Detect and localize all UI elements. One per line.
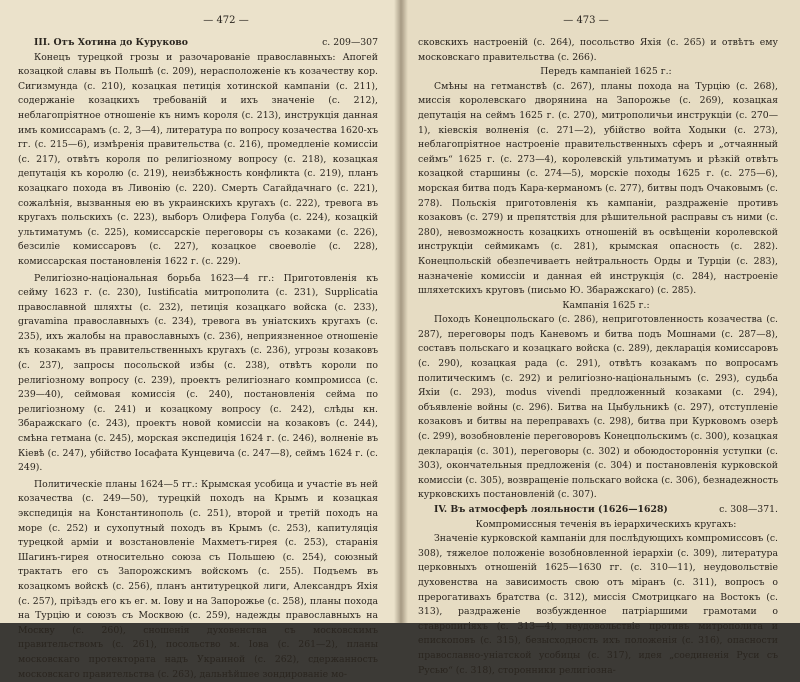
section-title: IV. Въ атмосферѣ лояльности (1626—1628)	[434, 504, 668, 515]
text-column	[18, 36, 378, 682]
paragraph: Конецъ турецкой грозы и разочарованіе православныхъ: Апогей козацкой славы въ Польшѣ (с. 209), нерасположеніе къ козачеству кор. Сигизмунда (с. 210), козацкая петиція хотинской кампаніи (с. 211), содержаніе козацкихъ требованій и ихъ значеніе (с. 212), неблагопріятное отношеніе къ нимъ короля (с. 213), инструкція данная имъ комиссарамъ (с. 2, 3—4), литература по вопросу козачества 1620-хъ гг. (с. 215—6), измѣренія правительства (с. 216), промедленіе комиссіи (с. 217), отвѣтъ короля по религіозному вопросу (с. 218), козацкая депутація къ королю (с. 219), неизбѣжность конфликта (с. 219), планъ козацкаго похода въ Ливонію (с. 220). Смерть Сагайдачнаго (с. 221), сожалѣнія, вызванныя ею въ украинскихъ кругахъ (с. 222), тревога въ кругахъ польскихъ (с. 223), выборъ Олифера Голуба (с. 224), козацкій ультиматумъ (с. 225), комиссарскіе переговоры съ козаками (с. 226), безсиліе комиссаровъ (с. 227), козацкое своеволіе (с. 228), комиссарская постановленія 1622 г. (с. 229).	[18, 51, 378, 267]
left-page	[0, 0, 400, 680]
paragraph: Смѣны на гетманствѣ (с. 267), планы похода на Турцію (с. 268), миссія королевскаго дворянина на Запорожье (с. 269), козацкая депутація на сеймъ 1625 г. (с. 270), митрополичьи инструкціи (с. 270—1), кіевскія волненія (с. 271—2), убійство войта Ходыки (с. 273), неблагопріятное настроеніе правительственныхъ сферъ и „отчаянный сеймъ“ 1625 г. (с. 273—4), королевскій ультиматумъ и рѣзкій отвѣтъ козацкой старшины (с. 274—5), морскіе походы 1625 г. (с. 275—6), морская битва подъ Кара-керманомъ (с. 277), битвы подъ Очаковымъ (с. 278). Польскія приготовленія къ кампаніи, раздраженіе противъ козаковъ (с. 279) и препятствія для рѣшительной расправы съ ними (с. 280), невозможность козацкихъ отношеній въ освѣщеніи королевской инструкціи сеймикамъ (с. 281), крымская опасность (с. 282). Конецпольскій обезпечиваетъ нейтральность Орды и Турціи (с. 283), назначеніе комиссіи и данная ей инструкція (с. 284), настроеніе шляхетскихъ круговъ (письмо Ю. Збаражскаго) (с. 285).	[418, 80, 778, 297]
paragraph: сковскихъ настроеній (с. 264), посольство Яхія (с. 265) и отвѣтъ ему московскаго правительства (с. 266).	[418, 37, 778, 63]
right-page	[400, 0, 800, 676]
section-title: III. Отъ Хотина до Куруково	[34, 37, 188, 48]
paragraph: Религіозно-національная борьба 1623—4 гг.: Приготовленія къ сейму 1623 г. (с. 230), Iustificatia митрополита (с. 231), Supplicatia православной шляхты (с. 232), петиція козацкаго войска (с. 233), gravamina православныхъ (с. 234), тревога въ уніатскихъ кругахъ (с. 235), ихъ жалобы на православныхъ (с. 236), неприязненное отношеніе къ козакамъ въ правительственныхъ кругахъ (с. 236), угрозы козаковъ (с. 237), запросы посольской избы (с. 238), отвѣтъ короли по религіозному вопросу (с. 239), проектъ религіознаго компромисса (с. 239—40), сеймовая комиссія (с. 240), постановленія сейма по религіозному (с. 241) и козацкому вопросу (с. 242), слѣды кн. Збаражскаго (с. 243), проектъ новой комиссіи на козаковъ (с. 244), смѣна гетмана (с. 245), морская экспедиція 1624 г. (с. 246), волненіе въ Кіевѣ (с. 247), убійство Іосафата Кунцевича (с. 247—8), сеймъ 1624 г. (с. 249).	[18, 272, 378, 474]
paragraph: Походъ Конецпольскаго (с. 286), неприготовленность козачества (с. 287), переговоры подъ Каневомъ и битва подъ Мошнами (с. 287—8), составъ польскаго и козацкаго войска (с. 289), декларація комиссаровъ (с. 290), козацкая рада (с. 291), отвѣтъ козакамъ по вопросамъ политическимъ (с. 292) и религіозно-національнымъ (с. 293), судьба Яхіи (с. 293), modus vivendi предложенный козаками (с. 294), объявленіе войны (с. 296). Битва на Цыбульникѣ (с. 297), отступленіе козаковъ и битвы на переправахъ (с. 298), битва при Курковомъ озерѣ (с. 299), возобновленіе переговоровъ Конецпольскимъ (с. 300), козацкая декларація (с. 301), переговоры (с. 302) и обоюдостороннія уступки (с. 303), окончательныя предложенія (с. 304) и постановленія курковской комиссіи (с. 305), возвращеніе польскаго войска (с. 306), безнадежность курковскихъ постановленій (с. 307).	[418, 314, 779, 501]
book-gutter	[394, 0, 408, 623]
subheading: Компромиссныя теченія въ іерархическихъ кругахъ:	[475, 518, 737, 530]
section-heading	[418, 503, 778, 518]
section-heading	[18, 36, 378, 51]
section-page-range: с. 308—371.	[719, 504, 778, 515]
subheading: Передъ кампаніей 1625 г.:	[540, 66, 672, 78]
page-number: — 473 —	[563, 15, 609, 26]
paragraph: Значеніе курковской кампаніи для послѣдующихъ компромиссовъ (с. 308), тяжелое положеніе возобновленной іерархіи (с. 309), литература церковныхъ отношеній 1625—1630 гг. (с. 310—11), неудовольствіе духовенства на зависимость свою отъ міранъ (с. 311), вопросъ о прерогативахъ братства (с. 312), миссія Смотрицкаго на Востокъ (с. 313), раздраженіе возбужденное патріаршими грамотами о ставропигіяхъ (с. 313—4), неудовольствіе противъ митрополита и епископовъ (с. 315), безысходность ихъ положенія (с. 316), опасности православно-уніатской усобицы (с. 317), идея „соединенія Руси съ Русью“ (с. 318), сторонники религіозна-	[418, 533, 779, 676]
subheading: Кампанія 1625 г.:	[562, 299, 650, 311]
text-column	[418, 36, 778, 678]
paragraph: Политическіе планы 1624—5 гг.: Крымская усобица и участіе въ ней козачества (с. 249—50), турецкій походъ на Крымъ и козацкая экспедиція на Константинополь (с. 251), второй и третій походъ на море (с. 252) и сухопутный походъ въ Крымъ (с. 253), капитуляція турецкой арміи и возстановленіе Махметъ-гирея (с. 253), старанія Шагинъ-гирея относительно союза съ Польшею (с. 254), союзный трактатъ его съ Запорожскимъ войскомъ (с. 255). Подъемъ въ козацкомъ войскѣ (с. 256), планъ антитурецкой лиги, Александръ Яхія (с. 257), пріѣздъ его къ ег. м. Іову и на Запорожье (с. 258), планы похода на Турцію и союзъ съ Москвою (с. 259), надежды православныхъ на Москву (с. 260), сношенія духовенства съ московскимъ правительствомъ (с. 261), посольство м. Іова (с. 261—2), планы московскаго протектората надъ Украиной (с. 262), сдержанность московскаго правительства (с. 263), дальнѣйшее зондированіе мо-	[18, 478, 378, 680]
section-page-range: с. 209—307	[322, 37, 378, 48]
page-number: — 472 —	[203, 15, 249, 26]
